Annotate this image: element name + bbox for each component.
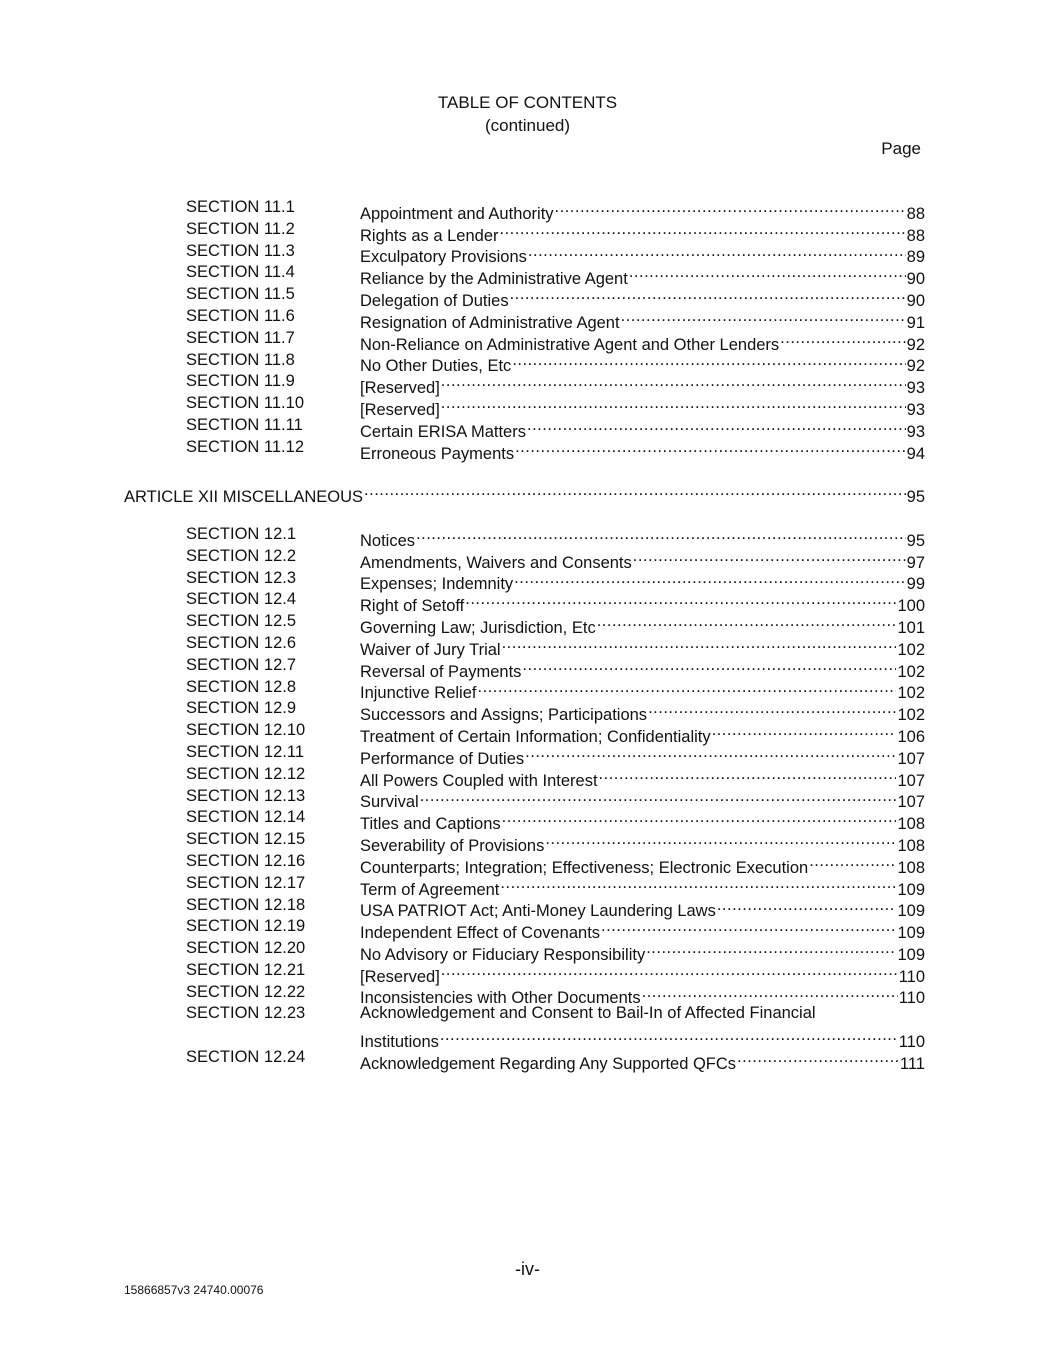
section-page: 93 (906, 400, 925, 419)
section-page: 94 (906, 444, 925, 463)
section-title: Certain ERISA Matters (360, 422, 526, 441)
section-page: 108 (897, 815, 925, 834)
dot-leader (512, 350, 905, 372)
section-page: 102 (897, 640, 925, 659)
section-number: SECTION 11.10 (186, 394, 304, 413)
section-number: SECTION 11.4 (186, 263, 295, 282)
section-number: SECTION 11.2 (186, 219, 295, 238)
toc-row[interactable] (0, 546, 1055, 572)
toc-row[interactable] (0, 589, 1055, 616)
section-page: 110 (898, 989, 925, 1008)
section-page: 109 (897, 880, 925, 899)
section-title: Acknowledgement Regarding Any Supported QFCs (360, 1054, 737, 1073)
section-title: Governing Law; Jurisdiction, Etc (360, 618, 596, 637)
toc-entry (360, 1003, 925, 1025)
dot-leader (440, 1025, 898, 1047)
section-title: Successors and Assigns; Participations (360, 706, 648, 725)
toc-row[interactable] (0, 350, 1055, 376)
section-title: Reversal of Payments (360, 662, 522, 681)
dot-leader (465, 589, 896, 611)
dot-leader (621, 306, 906, 328)
dot-leader (545, 829, 896, 851)
toc-row[interactable] (0, 284, 1055, 310)
section-title: Independent Effect of Covenants (360, 924, 601, 943)
dot-leader (525, 742, 896, 764)
section-number: SECTION 12.11 (186, 742, 304, 761)
dot-leader (500, 219, 906, 241)
page-column-label: Page (881, 139, 921, 158)
toc-row[interactable] (0, 895, 1055, 921)
section-number: SECTION 11.11 (186, 415, 303, 434)
toc-row[interactable] (0, 960, 1055, 986)
section-number: SECTION 12.5 (186, 612, 297, 631)
section-title: Amendments, Waivers and Consents (360, 553, 632, 572)
toc-subtitle: (continued) (484, 116, 571, 135)
dot-leader (809, 851, 896, 873)
section-title: Performance of Duties (360, 749, 525, 768)
section-page: 110 (898, 967, 925, 986)
section-number: SECTION 11.3 (186, 241, 295, 260)
section-page: 109 (897, 924, 925, 943)
section-page: 107 (897, 749, 925, 768)
section-title: Rights as a Lender (360, 226, 499, 245)
section-page: 93 (906, 379, 925, 398)
section-number: SECTION 12.8 (186, 677, 297, 696)
dot-leader (441, 960, 898, 982)
toc-row[interactable] (0, 306, 1055, 332)
toc-article-row[interactable] (0, 480, 1055, 507)
toc-row[interactable] (0, 938, 1055, 964)
dot-leader (364, 480, 906, 502)
section-number: SECTION 12.20 (186, 939, 306, 958)
section-number: SECTION 12.22 (186, 982, 306, 1001)
section-title-line1: Acknowledgement and Consent to Bail-In of Affected Financial (360, 1004, 816, 1023)
toc-row[interactable] (0, 633, 1055, 659)
section-number: SECTION 12.3 (186, 568, 297, 587)
section-title: All Powers Coupled with Interest (360, 771, 598, 790)
toc-row[interactable] (0, 851, 1055, 877)
dot-leader (648, 698, 896, 720)
section-title: Expenses; Indemnity (360, 575, 514, 594)
dot-leader (642, 982, 898, 1004)
table-of-contents (0, 197, 1055, 1073)
dot-leader (522, 655, 896, 677)
dot-leader (527, 415, 906, 437)
section-12-list (0, 524, 1055, 1008)
section-title: Inconsistencies with Other Documents (360, 989, 641, 1008)
toc-row[interactable] (0, 241, 1055, 267)
section-title: USA PATRIOT Act; Anti-Money Laundering Laws (360, 902, 716, 921)
toc-row[interactable] (0, 393, 1055, 419)
section-title: Term of Agreement (360, 880, 500, 899)
toc-title: TABLE OF CONTENTS (437, 93, 618, 112)
section-number: SECTION 11.7 (186, 328, 295, 347)
dot-leader (629, 262, 906, 284)
section-title: Injunctive Relief (360, 684, 477, 703)
section-page: 109 (897, 902, 925, 921)
section-number: SECTION 12.18 (186, 895, 306, 914)
section-title: No Other Duties, Etc (360, 357, 512, 376)
section-title: Reliance by the Administrative Agent (360, 270, 628, 289)
section-page: 108 (897, 836, 925, 855)
section-number: SECTION 12.7 (186, 655, 297, 674)
section-title: [Reserved] (360, 967, 440, 986)
section-title: Notices (360, 531, 416, 550)
dot-leader (441, 371, 906, 393)
toc-row[interactable] (0, 677, 1055, 703)
section-page: 111 (899, 1054, 925, 1073)
section-title: Appointment and Authority (360, 204, 554, 223)
toc-row[interactable] (0, 611, 1055, 637)
section-page: 91 (906, 313, 925, 332)
toc-row[interactable] (0, 786, 1055, 812)
section-page: 89 (906, 248, 925, 267)
section-page: 88 (906, 204, 925, 223)
section-number: SECTION 12.19 (186, 917, 306, 936)
toc-row[interactable] (0, 1003, 1055, 1025)
section-title: Delegation of Duties (360, 291, 509, 310)
section-page: 101 (897, 618, 925, 637)
article-page: 95 (906, 488, 925, 507)
section-number: SECTION 11.8 (186, 350, 295, 369)
section-number: SECTION 12.2 (186, 546, 297, 565)
toc-row[interactable] (0, 568, 1055, 594)
toc-entry (124, 480, 925, 509)
article-title: ARTICLE XII MISCELLANEOUS (124, 488, 364, 507)
toc-row[interactable] (0, 873, 1055, 899)
section-number: SECTION 12.10 (186, 721, 306, 740)
dot-leader (510, 284, 906, 306)
section-page: 93 (906, 422, 925, 441)
section-page: 92 (906, 357, 925, 376)
section-title: Non-Reliance on Administrative Agent and Other Lenders (360, 335, 780, 354)
section-title: No Advisory or Fiduciary Responsibility (360, 945, 646, 964)
toc-row[interactable] (0, 764, 1055, 790)
dot-leader (502, 807, 897, 829)
document-id: 15866857v3 24740.00076 (124, 1283, 264, 1297)
section-page: 108 (897, 858, 925, 877)
section-number: SECTION 11.9 (186, 372, 295, 391)
section-title-line2: Institutions (360, 1033, 439, 1052)
section-number: SECTION 11.12 (186, 437, 304, 456)
section-number: SECTION 12.24 (186, 1048, 306, 1067)
section-page: 102 (897, 706, 925, 725)
section-page: 102 (897, 684, 925, 703)
section-page: 106 (897, 727, 925, 746)
section-title: Titles and Captions (360, 815, 501, 834)
dot-leader (500, 873, 896, 895)
section-number: SECTION 12.9 (186, 699, 297, 718)
dot-leader (737, 1047, 899, 1069)
toc-row[interactable] (0, 698, 1055, 725)
toc-row[interactable] (0, 262, 1055, 289)
section-title: Resignation of Administrative Agent (360, 313, 620, 332)
section-page: 100 (897, 597, 925, 616)
section-page: 95 (906, 531, 925, 550)
toc-row[interactable] (0, 371, 1055, 398)
section-page: 92 (906, 335, 925, 354)
section-title: [Reserved] (360, 379, 440, 398)
section-page: 97 (906, 553, 925, 572)
section-title: Right of Setoff (360, 597, 465, 616)
dot-leader (780, 328, 905, 350)
toc-row[interactable] (0, 437, 1055, 463)
toc-row[interactable] (0, 328, 1055, 354)
section-number: SECTION 11.1 (186, 198, 295, 216)
toc-row[interactable] (0, 219, 1055, 245)
section-number: SECTION 12.12 (186, 764, 306, 783)
toc-row[interactable] (0, 197, 1055, 223)
section-number: SECTION 12.6 (186, 633, 297, 652)
dot-leader (420, 786, 897, 808)
section-page: 99 (906, 575, 925, 594)
dot-leader (646, 938, 896, 960)
dot-leader (601, 916, 896, 938)
section-title: Survival (360, 793, 419, 812)
section-title: Treatment of Certain Information; Confidentiality (360, 727, 711, 746)
section-number: SECTION 12.1 (186, 524, 297, 543)
section-title: Counterparts; Integration; Effectiveness; Electronic Execution (360, 858, 809, 877)
section-number: SECTION 12.15 (186, 830, 306, 849)
toc-row[interactable] (0, 807, 1055, 834)
section-number: SECTION 11.5 (186, 285, 295, 304)
dot-leader (502, 633, 897, 655)
section-page: 107 (897, 793, 925, 812)
dot-leader (633, 546, 906, 568)
section-number: SECTION 12.17 (186, 873, 306, 892)
section-page: 90 (906, 270, 925, 289)
section-title: [Reserved] (360, 400, 440, 419)
toc-entry (360, 437, 925, 466)
dot-leader (712, 720, 897, 742)
section-page: 88 (906, 226, 925, 245)
section-number: SECTION 11.6 (186, 306, 295, 325)
dot-leader (514, 568, 905, 590)
dot-leader (515, 437, 906, 459)
section-page: 102 (897, 662, 925, 681)
section-number: SECTION 12.23 (186, 1004, 306, 1023)
page-number: -iv- (515, 1259, 540, 1279)
dot-leader (555, 197, 906, 219)
section-number: SECTION 12.16 (186, 851, 306, 870)
toc-row[interactable] (0, 720, 1055, 746)
toc-entry (360, 1047, 925, 1076)
dot-leader (597, 611, 897, 633)
toc-row[interactable] (0, 415, 1055, 441)
toc-row-continuation[interactable] (0, 1025, 1055, 1052)
section-number: SECTION 12.4 (186, 590, 297, 609)
section-number: SECTION 12.13 (186, 786, 306, 805)
toc-row[interactable] (0, 982, 1055, 1008)
section-title: Waiver of Jury Trial (360, 640, 501, 659)
section-number: SECTION 12.21 (186, 960, 306, 979)
dot-leader (441, 393, 906, 415)
dot-leader (717, 895, 897, 917)
dot-leader (528, 241, 906, 263)
section-11-list (0, 197, 1055, 463)
toc-row[interactable] (0, 1047, 1055, 1073)
dot-leader (416, 524, 906, 546)
toc-row[interactable] (0, 655, 1055, 681)
dot-leader (599, 764, 897, 786)
section-page: 107 (897, 771, 925, 790)
toc-row[interactable] (0, 742, 1055, 768)
section-number: SECTION 12.14 (186, 808, 306, 827)
section-title: Exculpatory Provisions (360, 248, 527, 267)
section-page: 90 (906, 291, 925, 310)
section-title: Erroneous Payments (360, 444, 515, 463)
toc-row[interactable] (0, 524, 1055, 550)
toc-row[interactable] (0, 829, 1055, 855)
dot-leader (477, 677, 896, 699)
toc-row[interactable] (0, 916, 1055, 943)
section-page: 109 (897, 945, 925, 964)
section-page: 110 (898, 1033, 925, 1052)
section-title: Severability of Provisions (360, 836, 545, 855)
